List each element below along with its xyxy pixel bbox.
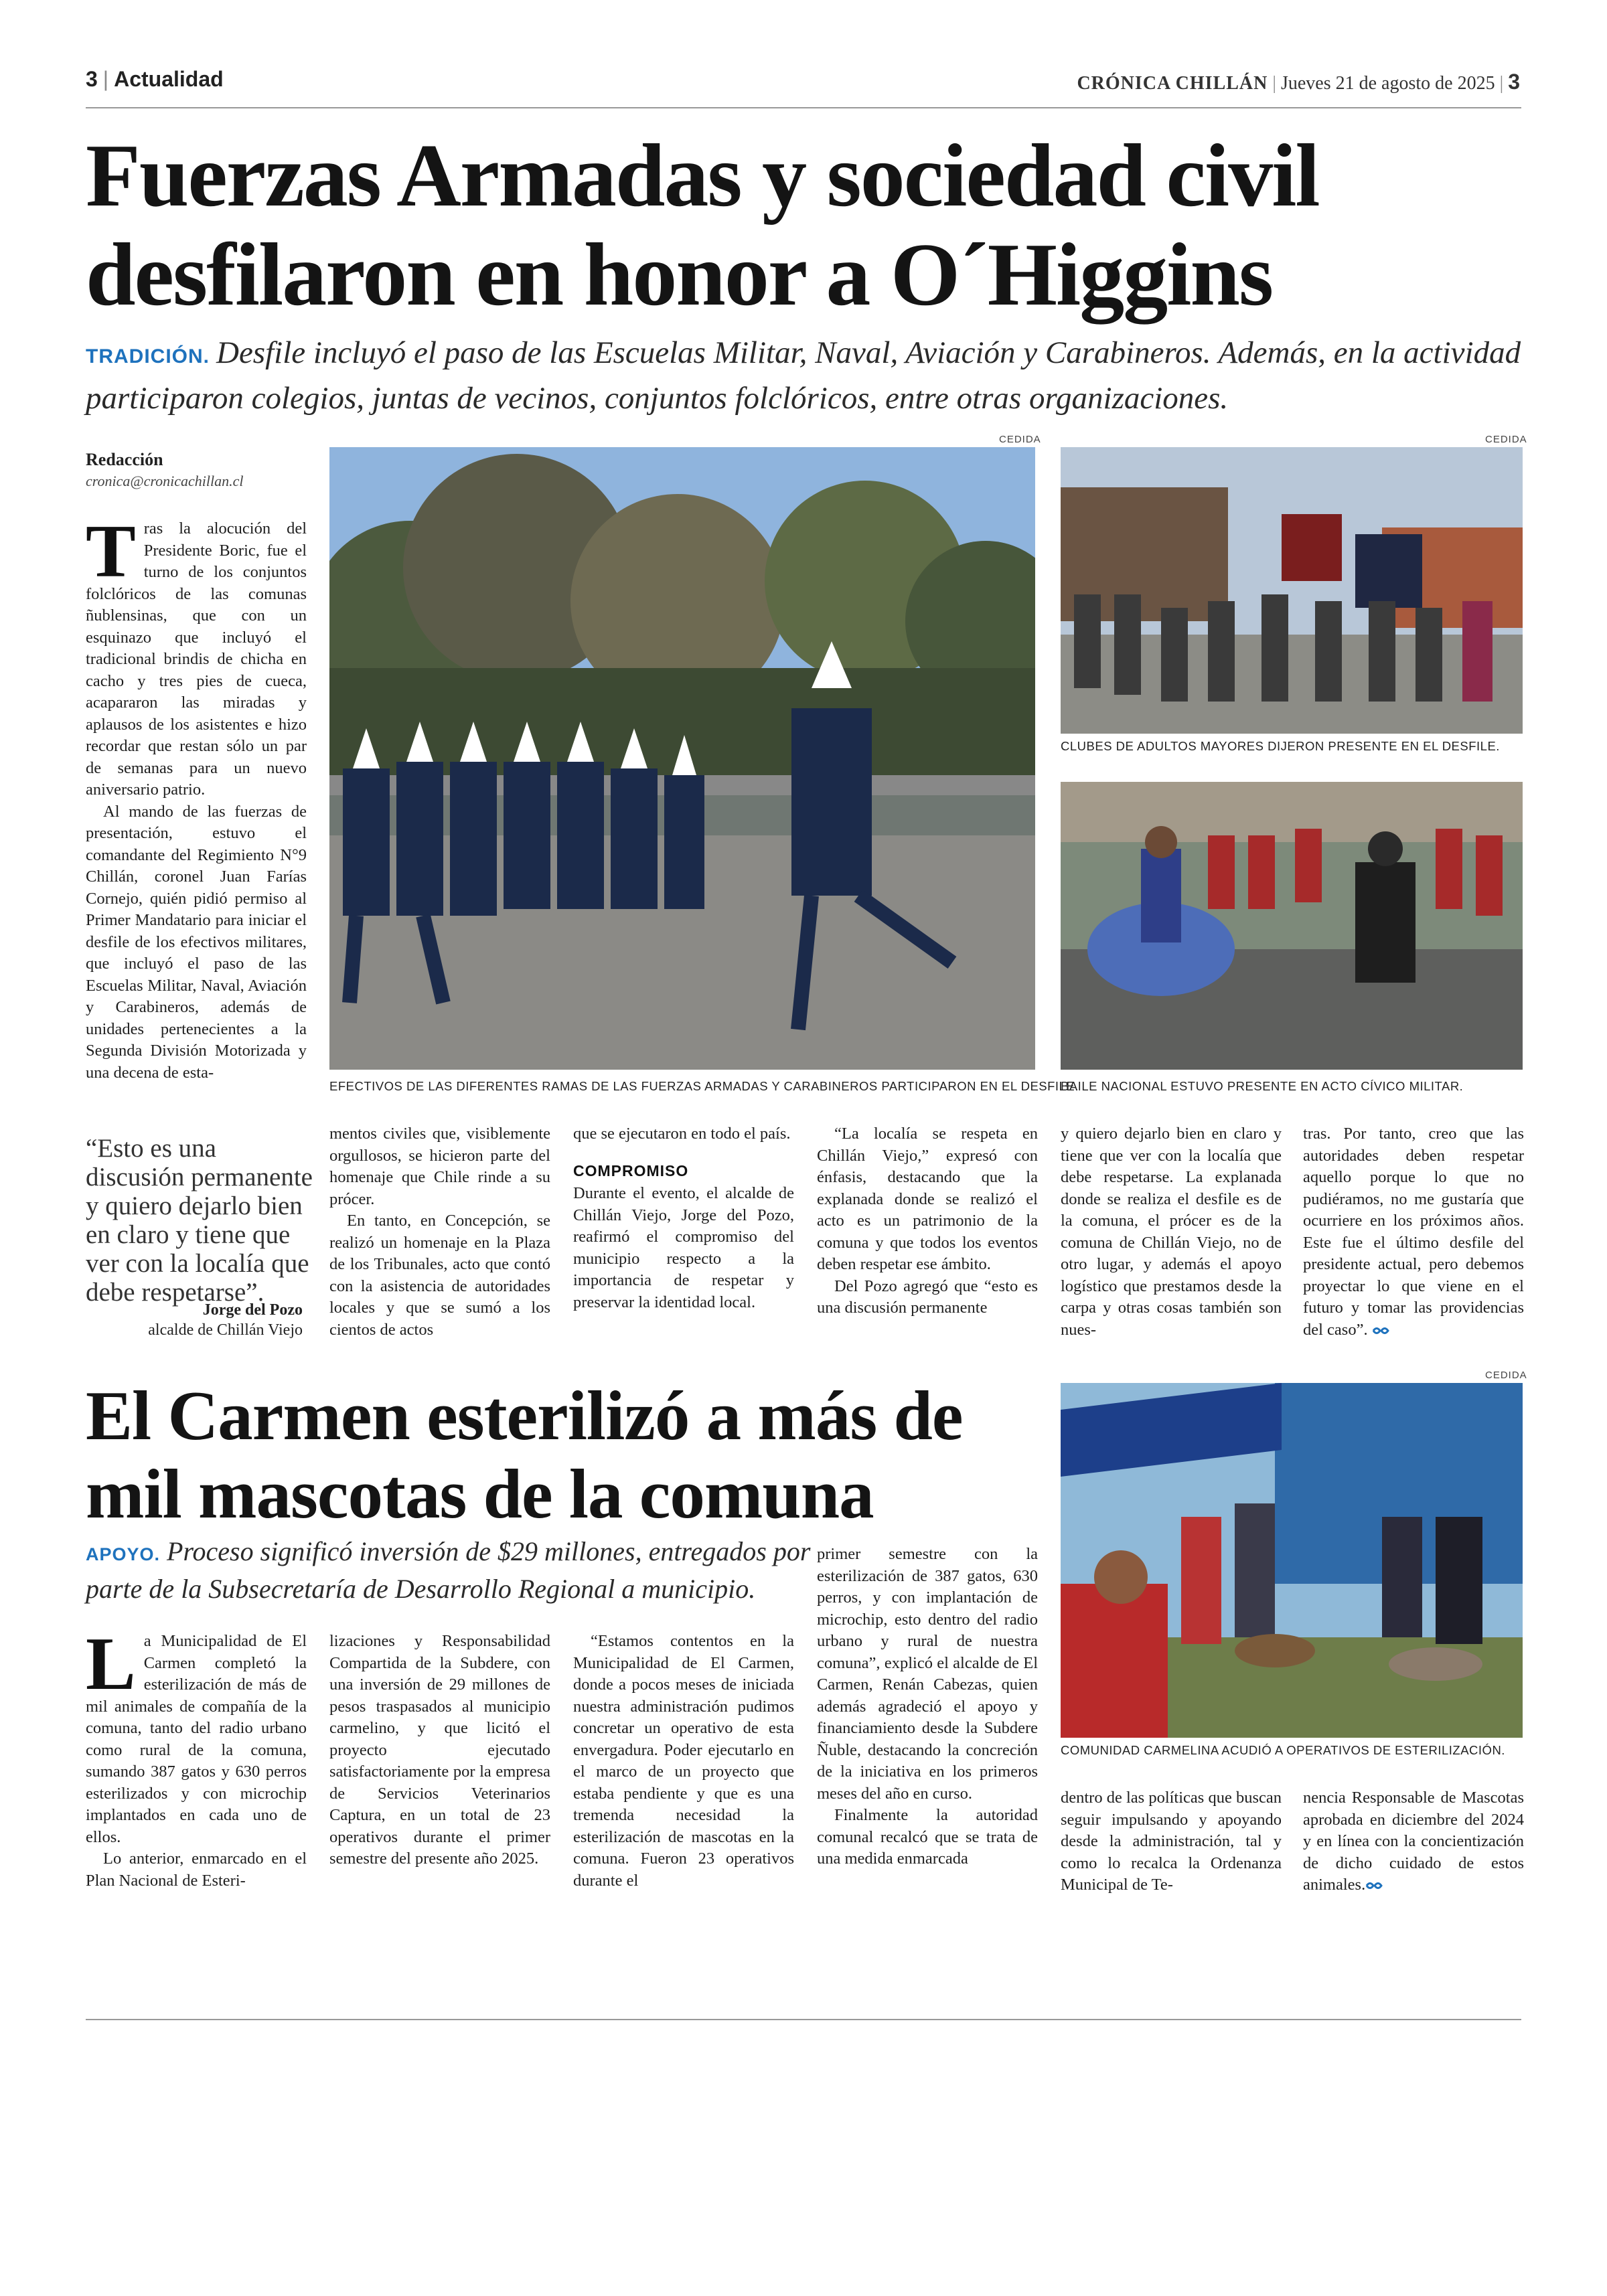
article2-column-4 xyxy=(817,1544,1038,1870)
paragraph: lizaciones y Responsabilidad Compartida de la Subdere, con una inversión de 29 millones de pesos traspasados al municipio carmelino, y que licitó el proyecto ejecutado satisfactoriamente por la empresa de Servicios Veterinarios Captura, en un total de 23 operativos durante el primer semestre del presente año 2025. xyxy=(329,1632,550,1868)
subhead: COMPROMISO xyxy=(573,1161,689,1179)
article1-column-2 xyxy=(329,1123,550,1341)
photo-caption: COMUNIDAD CARMELINA ACUDIÓ A OPERATIVOS DE ESTERILIZACIÓN. xyxy=(1061,1743,1505,1757)
paragraph: En tanto, en Concepción, se realizó un homenaje en la Plaza de los Tribunales, acto que contó con la asistencia de autoridades locales y que se sumó a los cientos de actos xyxy=(329,1212,550,1339)
article1-headline-line2: desfilaron en honor a O´Higgins xyxy=(86,225,1273,324)
end-mark-icon xyxy=(1365,1880,1383,1892)
footer-rule xyxy=(86,2019,1521,2020)
byline-email: cronica@cronicachillan.cl xyxy=(86,473,244,489)
page-number: 3 xyxy=(86,67,98,91)
photo-credit: CEDIDA xyxy=(1485,1370,1527,1381)
header-rule xyxy=(86,107,1521,108)
seniors-parade-photo xyxy=(1061,447,1523,734)
page-header-right: CRÓNICA CHILLÁN | Jueves 21 de agosto de 2025 | 3 xyxy=(1077,70,1520,94)
article2-deck-text: Proceso significó inversión de $29 millones, entregados por parte de la Subsecretaría de Desarrollo Regional a municipio. xyxy=(86,1536,811,1604)
dropcap: T xyxy=(86,510,136,593)
paragraph: mentos civiles que, visiblemente orgullosos, se hicieron parte del homenaje que Chile rinde a su prócer. xyxy=(329,1125,550,1208)
article1-headline-line1: Fuerzas Armadas y sociedad civil xyxy=(86,126,1319,225)
paragraph: que se ejecutaron en todo el país. xyxy=(573,1125,791,1143)
paragraph: Lo anterior, enmarcado en el Plan Nacional de Esteri- xyxy=(86,1850,307,1890)
byline: Redacción xyxy=(86,450,163,469)
parade-photo xyxy=(329,447,1035,1070)
article2-kicker: APOYO. xyxy=(86,1544,161,1564)
article1-kicker: TRADICIÓN. xyxy=(86,345,210,367)
publication-name: CRÓNICA CHILLÁN xyxy=(1077,73,1268,94)
page-header-left: 3 | Actualidad xyxy=(86,67,224,91)
article1-column-6 xyxy=(1303,1123,1524,1341)
photo-caption: BAILE NACIONAL ESTUVO PRESENTE EN ACTO CÍVICO MILITAR. xyxy=(1061,1079,1464,1093)
article2-headline-line1: El Carmen esterilizó a más de xyxy=(86,1376,963,1455)
pull-quote: “Esto es una discusión permanente y quiero dejarlo bien en claro y tiene que ver con la localía que debe respetarse”. xyxy=(86,1134,313,1307)
photo-caption: EFECTIVOS DE LAS DIFERENTES RAMAS DE LAS FUERZAS ARMADAS Y CARABINEROS PARTICIPARON EN EL DESFILE. xyxy=(329,1079,1079,1093)
article1-column-1 xyxy=(86,510,307,1084)
sterilization-operative-photo xyxy=(1061,1383,1523,1738)
paragraph: Del Pozo agregó que “esto es una discusión permanente xyxy=(817,1277,1038,1317)
cueca-dance-photo xyxy=(1061,782,1523,1070)
photo-credit: CEDIDA xyxy=(1485,434,1527,445)
article2-column-3 xyxy=(573,1631,794,1892)
article2-headline xyxy=(86,1376,1050,1533)
quote-attribution xyxy=(75,1300,303,1340)
quote-author: Jorge del Pozo xyxy=(202,1301,303,1319)
paragraph: Al mando de las fuerzas de presentación, estuvo el comandante del Regimiento N°9 Chillán, coronel Juan Farías Cornejo, quién pidió permiso al Primer Mandatario para iniciar el desfile de los efectivos militares, que incluyó el paso de las Escuelas Militar, Naval, Aviación y Carabineros, además de unidades pertenecientes a la Segunda División Motorizada y una decena de esta- xyxy=(86,802,307,1082)
paragraph: tras. Por tanto, creo que las autoridades deben respetar aquello porque lo que no pudiéramos, no me gustaría que ocurriere en los próximos años. Este fue el último desfile del presidente actual, pero debemos proyectar lo que viene en el futuro y tomar las providencias del caso”. xyxy=(1303,1125,1524,1339)
end-mark-icon xyxy=(1372,1325,1389,1337)
article2-column-1 xyxy=(86,1623,307,1892)
photo-caption: CLUBES DE ADULTOS MAYORES DIJERON PRESENTE EN EL DESFILE. xyxy=(1061,739,1500,753)
page-number-right: 3 xyxy=(1508,70,1520,94)
paragraph: dentro de las políticas que buscan seguir impulsando y apoyando desde la administración, tal y como lo recalca la Ordenanza Municipal de Te- xyxy=(1061,1789,1282,1894)
article1-headline xyxy=(86,126,1519,324)
article2-column-6 xyxy=(1303,1787,1524,1896)
article2-deck xyxy=(86,1534,822,1607)
article2-headline-line2: mil mascotas de la comuna xyxy=(86,1455,874,1533)
paragraph: Durante el evento, el alcalde de Chillán Viejo, Jorge del Pozo, reafirmó el compromiso del municipio respecto a la importancia de respetar y preservar la identidad local. xyxy=(573,1184,794,1311)
paragraph: nencia Responsable de Mascotas aprobada en diciembre del 2024 y en línea con la concientización de dicho cuidado de estos animales. xyxy=(1303,1789,1524,1894)
article1-deck-text: Desfile incluyó el paso de las Escuelas Militar, Naval, Aviación y Carabineros. Además, en la actividad participaron colegios, juntas de vecinos, conjuntos folclóricos, entre otras organizaciones. xyxy=(86,335,1521,416)
article1-column-3 xyxy=(573,1123,794,1313)
article2-column-2 xyxy=(329,1631,550,1870)
paragraph: “La localía se respeta en Chillán Viejo,” expresó con énfasis, destacando que la explanada donde se realizó el acto es un patrimonio de la comuna y que todos los eventos deben respetar ese ámbito. xyxy=(817,1125,1038,1273)
paragraph: “Estamos contentos en la Municipalidad de El Carmen, donde a pocos meses de iniciada nuestra administración pudimos concretar un operativo de esta envergadura. Poder ejecutarlo en el marco de un proyecto que estaba pendiente y que es una tremenda necesidad la esterilización de mascotas en la comuna. Fueron 23 operativos durante el xyxy=(573,1632,794,1890)
article2-column-5 xyxy=(1061,1787,1282,1896)
paragraph: y quiero dejarlo bien en claro y tiene que ver con la localía que debe respetarse. La explanada donde se realiza el desfile es de la comuna, el prócer es de la comuna de Chillán Viejo, no de otro lugar, y además el apoyo logístico que prestamos desde la carpa y otras cosas también son nues- xyxy=(1061,1125,1282,1339)
paragraph: a Municipalidad de El Carmen completó la esterilización de más de mil animales de compañía de la comuna, tanto del radio urbano como rural de la comuna, sumando 387 gatos y 630 perros esterilizados y con microchip implantados en cada uno de ellos. xyxy=(86,1632,307,1846)
paragraph: primer semestre con la esterilización de 387 gatos, 630 perros, y con implantación de microchip, esto dentro del radio urbano y rural de nuestra comuna”, explicó el alcalde de El Carmen, Renán Cabezas, quien además agradeció el apoyo y financiamiento desde la Subdere Ñuble, destacando la concreción de la iniciativa en los primeros meses del año en curso. xyxy=(817,1545,1038,1803)
article1-deck xyxy=(86,332,1525,419)
article1-column-4 xyxy=(817,1123,1038,1319)
article1-column-5 xyxy=(1061,1123,1282,1341)
paragraph: Finalmente la autoridad comunal recalcó que se trata de una medida enmarcada xyxy=(817,1806,1038,1868)
quote-role: alcalde de Chillán Viejo xyxy=(148,1321,303,1339)
issue-date: Jueves 21 de agosto de 2025 xyxy=(1280,73,1495,94)
paragraph: ras la alocución del Presidente Boric, fue el turno de los conjuntos folclóricos de las comunas ñublensinas, que con un esquinazo que incluyó el tradicional brindis de chicha en cacho y tres pies de cueca, acapararon las miradas y aplausos de los asistentes e hizo recordar que restan sólo un par de semanas para un nuevo aniversario patrio. xyxy=(86,519,307,799)
photo-credit: CEDIDA xyxy=(999,434,1041,445)
dropcap: L xyxy=(86,1623,136,1706)
section-name: Actualidad xyxy=(114,67,224,91)
